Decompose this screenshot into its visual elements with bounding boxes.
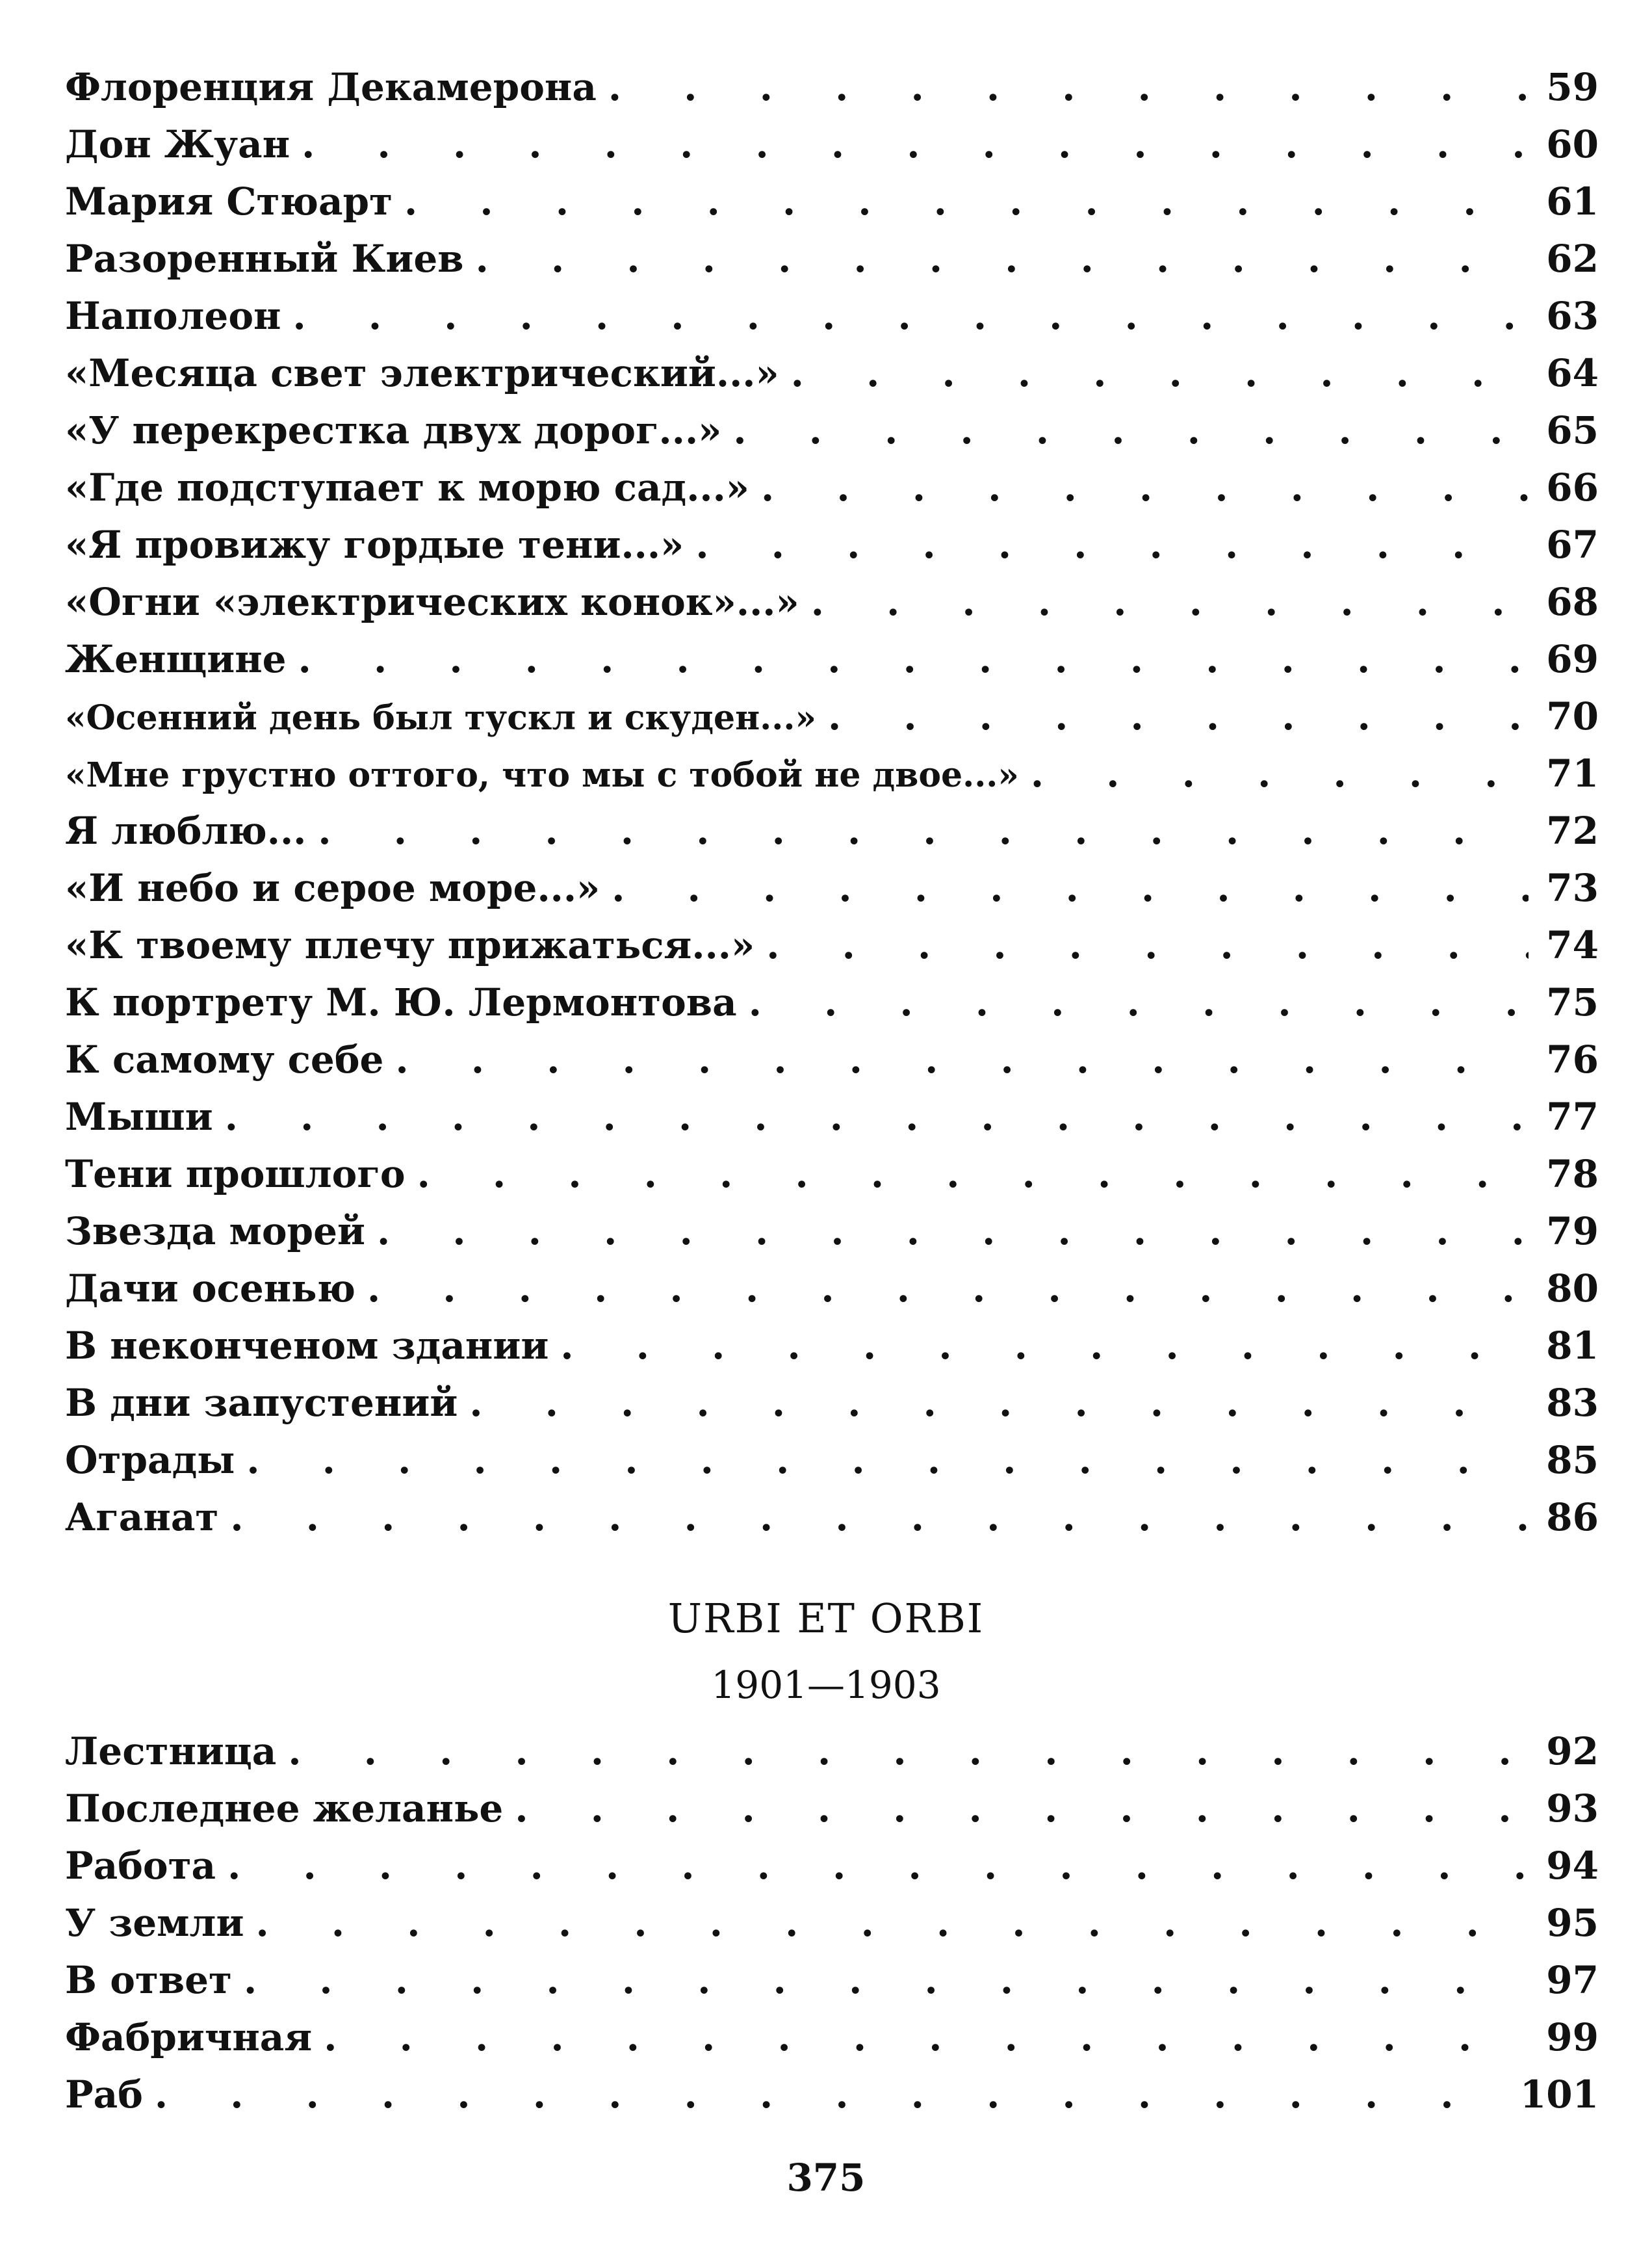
toc-entry-page: 93 [1546, 1786, 1599, 1831]
dot-leader [695, 516, 1529, 573]
toc-entry-title: Дон Жуан [65, 122, 290, 166]
section-heading: URBI ET ORBI [667, 1595, 985, 1642]
toc-entry-title: «Месяца свет электрический...» [65, 351, 779, 395]
toc-entry [65, 1088, 1599, 1145]
toc-entry-page: 67 [1546, 523, 1599, 567]
toc-entry [65, 230, 1599, 287]
dot-leader [476, 230, 1529, 287]
page-number: 375 [786, 2156, 866, 2200]
toc-entry [65, 745, 1599, 802]
toc-entry-title: В ответ [65, 1958, 232, 2002]
toc-entry-page: 62 [1546, 237, 1599, 281]
toc-entry [65, 116, 1599, 173]
toc-entry [65, 1894, 1599, 1951]
toc-entry-page: 80 [1546, 1266, 1599, 1311]
toc-entry-page: 74 [1546, 923, 1599, 967]
toc-entry-page: 70 [1546, 694, 1599, 738]
dot-leader [244, 1951, 1529, 2009]
section-years: 1901—1903 [711, 1663, 941, 1707]
toc-entry [65, 859, 1599, 917]
toc-entry-title: «К твоему плечу прижаться...» [65, 923, 755, 967]
toc-entry-title: В неконченом здании [65, 1324, 549, 1368]
dot-leader [377, 1203, 1529, 1260]
toc-entry-page: 97 [1546, 1958, 1599, 2002]
dot-leader [733, 402, 1529, 459]
dot-leader [292, 287, 1529, 345]
toc-entry-page: 79 [1546, 1209, 1599, 1253]
toc-entry [65, 573, 1599, 631]
dot-leader [560, 1317, 1529, 1374]
dot-leader [417, 1145, 1529, 1203]
toc-entry-page: 72 [1546, 809, 1599, 853]
toc-entry [65, 2009, 1599, 2066]
toc-entry [65, 1203, 1599, 1260]
toc-entry-page: 65 [1546, 408, 1599, 452]
toc-entry-page: 101 [1519, 2072, 1599, 2117]
toc-entry-title: Мыши [65, 1095, 213, 1139]
toc-entry-title: Работа [65, 1844, 216, 1888]
dot-leader [255, 1894, 1529, 1951]
dot-leader [791, 345, 1529, 402]
toc-entry [65, 1260, 1599, 1317]
toc-entry [65, 1951, 1599, 2009]
toc-entry-title: Аганат [65, 1495, 219, 1539]
toc-entry-title: Разоренный Киев [65, 237, 464, 281]
toc-entry-page: 75 [1546, 980, 1599, 1024]
toc-entry-title: Раб [65, 2072, 143, 2117]
toc-entry [65, 2066, 1599, 2123]
toc-entry-title: Последнее желанье [65, 1786, 504, 1831]
toc-entry [65, 688, 1599, 745]
dot-leader [395, 1031, 1529, 1088]
toc-entry-title: Фабричная [65, 2015, 313, 2059]
toc-entry-title: «Где подступает к морю сад...» [65, 465, 750, 510]
toc-entry [65, 1489, 1599, 1546]
toc-entry [65, 516, 1599, 573]
toc-entry-page: 95 [1546, 1901, 1599, 1945]
toc-entry-page: 66 [1546, 465, 1599, 510]
toc-entry-title: У земли [65, 1901, 244, 1945]
toc-entry-page: 86 [1546, 1495, 1599, 1539]
toc-entry-title: «Я провижу гордые тени...» [65, 523, 684, 567]
toc-entry-title: Звезда морей [65, 1209, 366, 1253]
toc-entry-title: В дни запустений [65, 1381, 458, 1425]
dot-leader [298, 631, 1529, 688]
toc-entry-page: 77 [1546, 1095, 1599, 1139]
dot-leader [404, 173, 1529, 230]
table-of-contents-part-1 [65, 59, 1599, 1546]
toc-entry-page: 76 [1546, 1037, 1599, 1082]
toc-entry-page: 85 [1546, 1438, 1599, 1482]
table-of-contents-part-2 [65, 1723, 1599, 2123]
dot-leader [766, 917, 1529, 974]
toc-entry [65, 802, 1599, 859]
dot-leader [227, 1837, 1529, 1894]
toc-entry-page: 73 [1546, 866, 1599, 910]
toc-entry [65, 974, 1599, 1031]
dot-leader [612, 859, 1529, 917]
dot-leader [469, 1374, 1529, 1431]
dot-leader [811, 573, 1529, 631]
toc-entry-page: 81 [1546, 1324, 1599, 1368]
toc-entry [65, 402, 1599, 459]
toc-entry-page: 83 [1546, 1381, 1599, 1425]
toc-entry [65, 1837, 1599, 1894]
toc-entry-title: Тени прошлого [65, 1152, 406, 1196]
dot-leader [324, 2009, 1529, 2066]
toc-entry [65, 1431, 1599, 1489]
toc-entry [65, 1723, 1599, 1780]
toc-entry-title: «Огни «электрических конок»...» [65, 580, 799, 624]
toc-entry-page: 99 [1546, 2015, 1599, 2059]
dot-leader [230, 1489, 1529, 1546]
dot-leader [302, 116, 1529, 173]
toc-entry-title: Женщине [65, 637, 287, 681]
toc-entry-page: 63 [1546, 294, 1599, 338]
toc-entry-page: 61 [1546, 179, 1599, 224]
toc-entry-page: 71 [1546, 751, 1599, 796]
toc-entry-title: Отрады [65, 1438, 235, 1482]
toc-entry [65, 345, 1599, 402]
toc-entry [65, 631, 1599, 688]
toc-entry-page: 94 [1546, 1844, 1599, 1888]
dot-leader [367, 1260, 1529, 1317]
toc-entry-page: 78 [1546, 1152, 1599, 1196]
toc-entry [65, 1145, 1599, 1203]
toc-entry-page: 60 [1546, 122, 1599, 166]
dot-leader [828, 688, 1529, 745]
dot-leader [246, 1431, 1529, 1489]
dot-leader [288, 1723, 1529, 1780]
toc-entry [65, 917, 1599, 974]
toc-entry-page: 69 [1546, 637, 1599, 681]
dot-leader [761, 459, 1529, 516]
toc-entry-title: Дачи осенью [65, 1266, 356, 1311]
toc-entry-page: 64 [1546, 351, 1599, 395]
toc-entry [65, 1780, 1599, 1837]
toc-entry-title: Я люблю... [65, 809, 307, 853]
toc-entry-title: К самому себе [65, 1037, 384, 1082]
toc-entry-title: К портрету М. Ю. Лермонтова [65, 980, 737, 1024]
toc-entry-title: «Мне грустно оттого, что мы с тобой не двое...» [65, 755, 1019, 795]
toc-entry-title: «И небо и серое море...» [65, 866, 600, 910]
dot-leader [608, 59, 1529, 116]
toc-entry-title: Мария Стюарт [65, 179, 393, 224]
dot-leader [749, 974, 1529, 1031]
toc-entry-title: Флоренция Декамерона [65, 65, 597, 109]
toc-entry [65, 1317, 1599, 1374]
toc-entry [65, 59, 1599, 116]
toc-entry [65, 173, 1599, 230]
toc-entry [65, 1031, 1599, 1088]
dot-leader [318, 802, 1529, 859]
toc-entry [65, 1374, 1599, 1431]
toc-entry-title: Лестница [65, 1729, 277, 1773]
dot-leader [155, 2066, 1508, 2123]
toc-entry-page: 68 [1546, 580, 1599, 624]
toc-entry-title: «У перекрестка двух дорог...» [65, 408, 722, 452]
dot-leader [225, 1088, 1529, 1145]
dot-leader [1031, 745, 1529, 802]
toc-entry-page: 92 [1546, 1729, 1599, 1773]
toc-entry-title: Наполеон [65, 294, 281, 338]
toc-entry [65, 459, 1599, 516]
toc-entry-page: 59 [1546, 65, 1599, 109]
toc-entry-title: «Осенний день был тускл и скуден...» [65, 698, 816, 738]
toc-entry [65, 287, 1599, 345]
dot-leader [515, 1780, 1529, 1837]
